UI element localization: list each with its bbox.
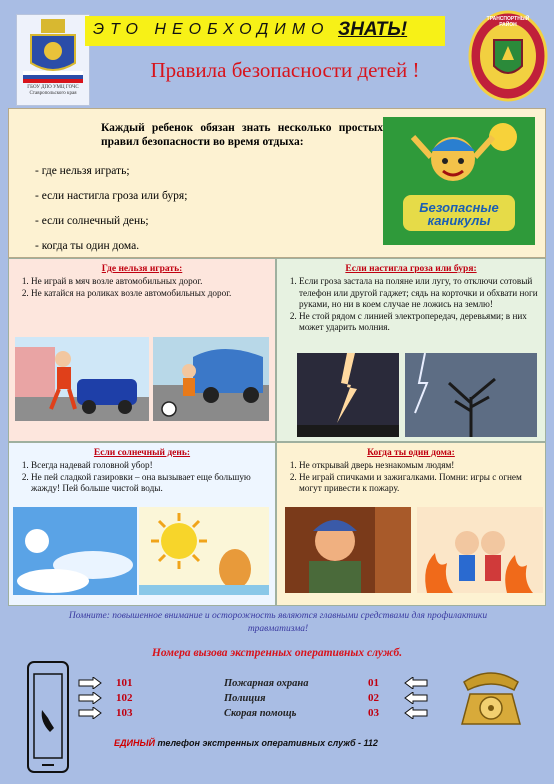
service-name: Полиция — [224, 693, 266, 704]
kids-with-fire-illustration — [417, 507, 543, 593]
intro-item: - если настигла гроза или буря; — [35, 190, 188, 202]
panel-sunny-day — [8, 442, 276, 606]
intro-section — [8, 108, 546, 258]
panel-list — [277, 276, 539, 334]
stranger-at-door-illustration — [285, 507, 411, 593]
cartoon-sun-illustration — [139, 507, 269, 595]
list-item: 1. Всегда надевай головной убор! — [31, 460, 267, 472]
emergency-numbers-title: Номера вызова экстренных оперативных служб. — [151, 647, 403, 659]
mobile-number: 103 — [116, 707, 133, 719]
sun-sky-photo — [13, 507, 137, 595]
organization-emblem-left — [16, 14, 90, 106]
headline-banner — [85, 16, 445, 46]
landline-number: 02 — [368, 692, 379, 704]
rollerblading-near-cars-illustration — [15, 337, 149, 421]
panel-list — [9, 460, 267, 495]
intro-item: - если солнечный день; — [35, 215, 149, 227]
list-item: 2. Не катайся на роликах возле автомобильных дорог. — [31, 288, 269, 300]
emblem-caption: ТРАНСПОРТНЫЙ РАЙОН — [486, 16, 530, 28]
footer-text: телефон экстренных оперативных служб - — [154, 738, 364, 748]
reminder-note: Помните: повышенное внимание и осторожность являются главными средствами для профилактики травматизма! — [68, 611, 488, 634]
arrow-left-icon — [404, 692, 428, 704]
list-item: 2. Не пей сладкой газировки – она вызывает еще большую жажду! Пей больше чистой воды. — [31, 472, 267, 495]
banner-bold: ЗНАТЬ! — [338, 19, 408, 40]
panel-home-alone — [276, 442, 546, 606]
service-name: Скорая помощь — [224, 708, 297, 719]
list-item: 2. Не стой рядом с линией электропередач, деревьями; в них может ударить молния. — [299, 311, 539, 334]
list-item: 1. Не открывай дверь незнакомым людям! — [299, 460, 539, 472]
arrow-right-icon — [78, 692, 102, 704]
arrow-right-icon — [78, 677, 102, 689]
intro-item: - когда ты один дома. — [35, 240, 140, 252]
landline-number: 03 — [368, 707, 379, 719]
safe-vacation-illustration — [383, 117, 535, 245]
ball-near-road-illustration — [153, 337, 269, 421]
panel-where-not-to-play — [8, 258, 276, 442]
panel-list — [9, 276, 269, 299]
arrow-right-icon — [78, 707, 102, 719]
page-title: Правила безопасности детей ! — [150, 58, 420, 82]
unified-emergency-number — [114, 738, 378, 748]
list-item: 1. Если гроза застала на поляне или лугу, то отключи сотовый телефон или другой гаджет; сядь на корточки и обхвати ноги руками, но ни в коем случае не ложись на землю! — [299, 276, 539, 311]
list-item: 2. Не играй спичками и зажигалками. Помни: игры с огнем могут привести к пожару. — [299, 472, 539, 495]
intro-text: Каждый ребенок обязан знать несколько простых правил безопасности во время отдыха: — [101, 122, 383, 148]
intro-item: - где нельзя играть; — [35, 165, 130, 177]
panel-title: Если настигла гроза или буря: — [345, 264, 477, 274]
panel-title: Где нельзя играть: — [101, 264, 183, 274]
banner-prefix: ЭТО НЕОБХОДИМО — [93, 21, 330, 38]
district-emblem-right — [468, 10, 548, 102]
footer-prefix: ЕДИНЫЙ — [114, 738, 155, 748]
illustration-caption: Безопасные каникулы — [419, 200, 499, 228]
tree-in-storm-photo — [405, 353, 537, 437]
emblem-caption: ГБОУ ДПО УМЦ ГОЧС Ставропольского края — [27, 85, 79, 96]
panel-list — [277, 460, 539, 495]
mobile-number: 101 — [116, 677, 133, 689]
footer-number: 112 — [363, 738, 378, 748]
panel-title: Когда ты один дома: — [367, 448, 455, 458]
rotary-phone-icon — [456, 660, 526, 730]
service-name: Пожарная охрана — [224, 678, 309, 689]
arrow-left-icon — [404, 707, 428, 719]
mobile-phone-icon — [26, 660, 70, 774]
panel-thunderstorm — [276, 258, 546, 442]
lightning-photo — [297, 353, 399, 437]
mobile-number: 102 — [116, 692, 133, 704]
landline-number: 01 — [368, 677, 379, 689]
list-item: 1. Не играй в мяч возле автомобильных дорог. — [31, 276, 269, 288]
arrow-left-icon — [404, 677, 428, 689]
panel-title: Если солнечный день: — [93, 448, 191, 458]
